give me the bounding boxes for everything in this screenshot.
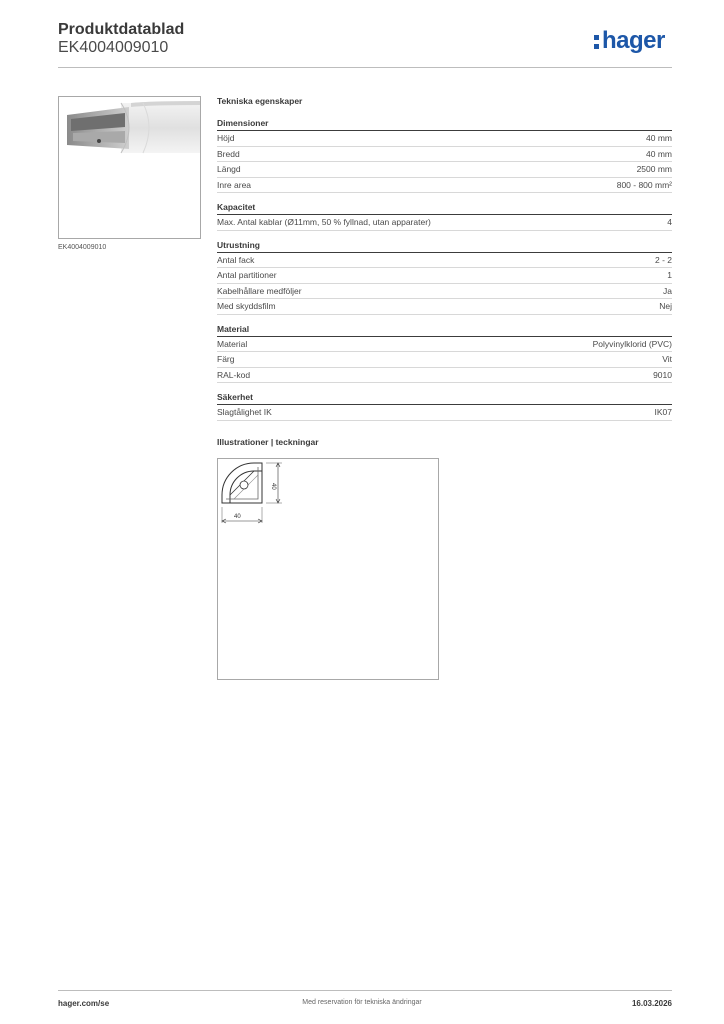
footer-disclaimer: Med reservation för tekniska ändringar — [302, 999, 422, 1006]
logo-text: hager — [602, 27, 665, 54]
row-value: 40 mm — [646, 148, 672, 159]
table-row — [217, 284, 672, 300]
illustrations-title: Illustrationer | teckningar — [217, 437, 319, 447]
technical-drawing — [217, 458, 439, 680]
table-row — [217, 352, 672, 368]
specs-heading: Tekniska egenskaper — [217, 96, 303, 106]
row-label: Höjd — [217, 133, 235, 143]
row-label: Inre area — [217, 179, 252, 190]
row-label: Kabelhållare medföljer — [217, 285, 302, 296]
table-row — [217, 162, 672, 178]
row-label: Färg — [217, 354, 235, 364]
image-caption: EK4004009010 — [58, 244, 107, 251]
hager-logo[interactable] — [594, 27, 665, 55]
section-material — [217, 324, 672, 384]
table-row — [217, 215, 672, 231]
row-value: 800 - 800 mm² — [616, 179, 672, 190]
table-row — [217, 253, 672, 269]
table-row — [217, 147, 672, 163]
product-image — [58, 96, 201, 239]
table-row — [217, 405, 672, 421]
header-divider — [58, 67, 672, 68]
dim-width-label: 40 — [234, 514, 241, 520]
footer-divider — [58, 990, 672, 991]
document-title: Produktdatablad — [58, 21, 185, 38]
row-value: Vit — [662, 354, 672, 364]
duct-cross-section-drawing — [218, 459, 438, 679]
footer-date: 16.03.2026 — [631, 999, 672, 1008]
dim-height-label: 40 — [270, 483, 276, 490]
row-value: 2 - 2 — [654, 254, 672, 265]
cable-duct-photo-icon — [59, 97, 200, 238]
row-label: Bredd — [217, 148, 240, 159]
section-safety — [217, 392, 672, 421]
row-label: Antal partitioner — [217, 270, 277, 280]
row-value: 1 — [667, 270, 672, 280]
row-label: Längd — [217, 164, 241, 174]
table-row — [217, 368, 672, 384]
row-value: Ja — [663, 285, 672, 296]
row-label: Med skyddsfilm — [217, 301, 276, 311]
technical-specs — [217, 96, 672, 430]
table-row — [217, 178, 672, 194]
row-value: IK07 — [654, 407, 672, 417]
section-title: Säkerhet — [217, 392, 672, 405]
row-label: Antal fack — [217, 254, 255, 265]
table-row — [217, 268, 672, 284]
section-title: Dimensioner — [217, 118, 672, 131]
row-value: 4 — [667, 217, 672, 227]
row-value: Polyvinylklorid (PVC) — [592, 338, 672, 349]
section-title: Utrustning — [217, 240, 672, 253]
table-row — [217, 337, 672, 353]
footer-website-link[interactable]: hager.com/se — [58, 999, 110, 1008]
row-value: 40 mm — [646, 133, 672, 143]
section-title: Material — [217, 324, 672, 337]
specs-sections — [217, 118, 672, 421]
logo-colon-icon — [594, 35, 599, 49]
section-capacity — [217, 202, 672, 231]
table-row — [217, 299, 672, 315]
section-dimensions — [217, 118, 672, 193]
table-row — [217, 131, 672, 147]
row-label: Slagtålighet IK — [217, 407, 272, 417]
section-equipment — [217, 240, 672, 315]
product-code: EK4004009010 — [58, 39, 169, 56]
row-value: 2500 mm — [636, 164, 672, 174]
row-label: RAL-kod — [217, 369, 251, 380]
section-title: Kapacitet — [217, 202, 672, 215]
row-value: 9010 — [653, 369, 672, 380]
row-label: Max. Antal kablar (Ø11mm, 50 % fyllnad, utan apparater) — [217, 217, 431, 227]
row-label: Material — [217, 338, 248, 349]
row-value: Nej — [659, 301, 672, 311]
